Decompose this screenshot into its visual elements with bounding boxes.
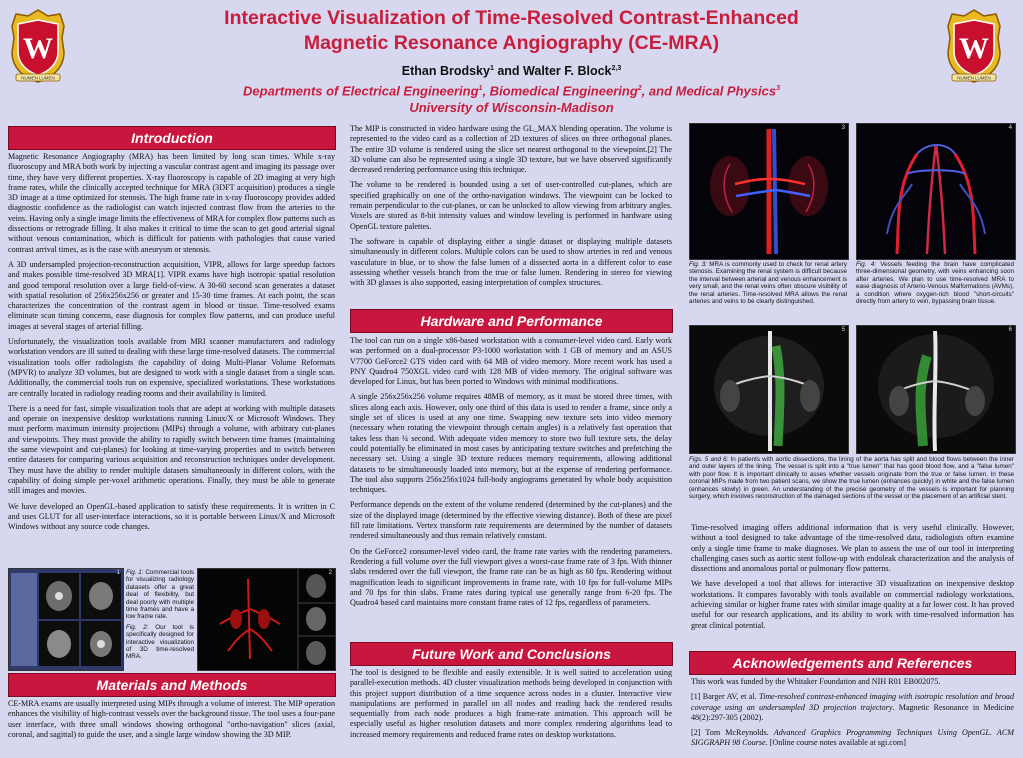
intro-p3: Unfortunately, the visualization tools available from MRI scanner manufacturers and radiology workstation vendors are ill suited to dealing with these large time-resolved datasets. The commercial visualization tools offer radiologists the capability of doing Multi-Planar Volume Reformats (MPVR) to analyze 3D volumes, but are designed to work with a single dataset from a single scan. Additionally, the commercial tools run on expensive, specialized workstations. These workstations are centrally located in radiology reading rooms and their availability is limited. [8,337,335,398]
figure-3-caption [689,261,847,305]
crest-banner-left: NUMEN LUMEN [21,75,55,81]
title-line-2: Magnetic Resonance Angiography (CE-MRA) [303,32,720,54]
hardware-p1: The tool can run on a single x86-based workstation with a consumer-level video card. Early work was performed on a dual-processor P3-1000 workstation with 1 GB of memory and an ASUS V7700 GeForce2 GTS video card with 64 MB of video memory. More recent work has used a PNY Quadro4 750XGL video card with 128 MB of video memory. The original software was developed for Linux, but has been ported to Windows with minimal modifications. [350,336,672,387]
dept-mid: , Biomedical Engineering [482,83,638,99]
dept-sup-2: 2 [637,85,642,92]
author-2-sup: 2,3 [611,64,622,72]
hardware-p2: A single 256x256x256 volume requires 48MB of memory, as it must be stored three times, with slices along each axis. However, only one third of this data is used to render a frame, since only a single set of slices is used at any one time. Swapping new texture sets into video memory (necessary when rotating the viewpoint through certain angles) is a relatively fast operation that takes less than ¼ second. With adequate video memory to store two full texture sets, the delay could potentially be eliminated in most cases by anticipating texture switches and prefetching the necessary set. Using a single 3D texture reduces memory requirements, allowing additional datasets to be simultaneously loaded into memory, but at the expense of rendering performance. The tool also supports 256x256x1024 full-body angiograms generated by whole body acquisition techniques. [350,392,672,495]
university: University of Wisconsin-Madison [409,100,614,116]
fig56-caption: In patients with aortic dissections, the lining of the aorta has split and blood flows between the inner and outer layers of the lining. The vessel is split into a "true lumen" that has good blood flow, and a "false lumen" with poor flow. It is important clinically to asses whether vessels originate from the true or false lumen. In these coronal MIPs made from two patient scans, we show the true lumen (enhances quickly) in white and the false lumen (enhances slowly) in green. An understanding of the precise geometry of the vessels is important for planning surgery, which involves reconstruction of the damaged sections of the vessel or the placement of an artificial stent. [689,456,1015,501]
ref2-title: Advanced Graphics Programming Techniques Using OpenGL. ACM SIGGRAPH 98 Course [691,728,1014,748]
materials-p1: CE-MRA exams are usually interpreted using MIPs through a volume of interest. The MIP operation enhances the visibility of high-contrast vessels over the background tissue. The tool uses a four-pane user interface, with three small windows showing orthogonal "ortho-navigation" slices (axial, coronal, and sagittal) to guide the user, and a single large window showing the 3D MIP. [8,699,335,739]
figure-1-image [8,568,124,671]
dept-end: , and Medical Physics [641,83,777,99]
dept-line: Departments of Electrical Engineering [243,83,479,99]
fig3-label: Fig. 3: [689,261,708,268]
crest-letter-left: W [23,32,53,65]
figure-2-graphic [198,569,335,670]
materials-heading: Materials and Methods [8,673,336,697]
fig2-caption: Our tool is specifically designed for interactive visualization of 3D time-resolved MRA. [126,623,194,661]
uw-crest-left-icon [8,8,68,84]
introduction-heading: Introduction [8,126,336,150]
introduction-body [8,152,335,537]
figure-3-image [689,123,849,260]
title-line-1: Interactive Visualization of Time-Resolved Contrast-Enhanced [224,7,799,29]
figure-5-graphic [690,326,848,453]
right-p1: Time-resolved imaging offers additional information that is very useful clinically. However, without a tool designed to take advantage of the time-resolved data, radiologists often examine only a single time frame to make diagnoses. We plan to assess the use of our tool in interpreting challenging cases such as aortic stent follow-up with endoleak characterization and the analysis of dissections and anomalous portal or pulmonary flow patterns. [691,523,1014,574]
figure-4-caption [856,261,1014,305]
right-p2: We have developed a tool that allows for interactive 3D visualization on inexpensive desktop workstations. It compares favorably with tools available on commercial radiology workstations, achieving similar or higher frame rates with similar image quality at a far lower cost. It has proved useful for our research applications, and its ability to work with time-resolved information has great clinical potential. [691,579,1014,630]
ref2-pre: [2] Tom McReynolds. [691,728,774,738]
future-p1: The tool is designed to be flexible and easily extensible. It is well suited to acceleration using parallel-execution methods. 4D cluster visualization methods being developed in conjunction with this project support distribution of a time sequence across nodes in a cluster. Interactive view manipulations are performed in parallel on all nodes and reading back the rendered results sequentially from each node produces a high frame-rate animation. This approach will be especially useful as higher resolution datasets and more complex rendering algorithms lead to increased memory requirements and reduced frame rates on desktop workstations. [350,668,672,739]
reference-1 [691,692,1014,723]
fig4-caption: Vessels feeding the brain have complicated three-dimensional geometry, with veins enhancing soon after arteries. We plan to use time-resolved MRA to ease diagnosis of Arterio-Venous Malformations (AVMs), a condition where oxygen-rich blood "short-circuits" directly from artery to vein, bypassing brain tissue. [856,261,1015,306]
center-p2: The volume to be rendered is bounded using a set of user-controlled cut-planes, which are specified graphically on one of the ortho-navigation windows. The viewpoint can be locked to remain perpendicular to the cut-planes, or can be unlocked to allow viewing from arbitrary angles. Voxels are stored as 8-bit intensity values and window leveling is performed in hardware using OpenGL texture palettes. [350,180,672,231]
materials-body [8,699,335,745]
figure-6-number: 6 [1008,327,1012,333]
fig56-label: Figs. 5 and 6: [689,456,729,463]
figure-3-number: 3 [841,125,845,131]
hardware-p4: On the GeForce2 consumer-level video card, the frame rate varies with the rendering parameters. Rendering a full volume over the full viewport gives a worst-case frame rate of 3 fps. With thinner slabs rendered over the full viewport, the frame rate can be as high as 60 fps. Rendering without magnification leads to significant improvements in frame rate, with 10 fps for full-volume MIPs and 70 fps for thin slabs. Frame rates during typical use generally range from 6-20 fps. The Quadro4 based card maintains more constant frame rates of 12 fps, regardless of parameters. [350,546,672,608]
fig1-caption: Commercial tools for visualizing radiology datasets offer a great deal of flexibility, but deal poorly with multiple time frames and have a low frame rate. [126,569,195,621]
author-1-sup: 1 [489,64,494,72]
fig3-caption: MRA is commonly used to check for renal artery stenosis. Examining the renal system is difficult because the interval between arterial and venous enhancement is very small, and the renal veins often obscure visibility of the renal arteries. Time-resolved MRA allows the renal arteries and veins to be clearly distinguished. [689,261,848,306]
figure-5-number: 5 [841,327,845,333]
intro-p4: There is a need for fast, simple visualization tools that are adept at working with multiple datasets and operate on inexpensive desktop workstations running Linux/X or Microsoft Windows. They must perform maximum intensity projections (MIPs) through a volume, with arbitrary cut-planes and viewpoints. They must provide the ability to rapidly switch between time frames (maintaining the same viewpoint and cut-planes) for looking at time-varying properties and to switch between entire datasets for comparing various acquisition and reconstruction techniques under development. They must have the ability to render multiple datasets simultaneously in different colors, with the capability of doing simple per-voxel arithmetic operations. Finally, they must be able to generate still images and movies. [8,403,335,496]
figure-4-image [856,123,1016,260]
future-body [350,668,672,745]
dept-sup-1: 1 [478,85,483,92]
authors [120,64,903,78]
ref1-pre: [1] Barger AV, et al. [691,692,760,702]
affiliations [120,80,903,116]
figure-1-2-caption [126,569,194,661]
author-and: and [493,64,524,78]
dept-sup-3: 3 [776,85,780,92]
poster-title [120,6,903,56]
figure-6-graphic [857,326,1015,453]
figure-1-number: 1 [116,570,120,576]
figure-2-image [197,568,336,671]
author-2: Walter F. Block [523,64,612,78]
figure-3-graphic [690,124,848,259]
figure-5-6-caption [689,456,1014,500]
hardware-p3: Performance depends on the extent of the volume rendered (determined by the cut-planes) and the size of the displayed image (determined by the effective viewing distance). Both of these are pixel fill rate limitations. Vertex transform rate requirements are determined by the number of datasets rendered simultaneously and thus remain relatively constant. [350,500,672,541]
author-1: Ethan Brodsky [401,64,490,78]
fig2-label: Fig. 2: [126,623,149,631]
hardware-body [350,336,672,613]
hardware-heading: Hardware and Performance [350,309,673,333]
center-p3: The software is capable of displaying either a single dataset or displaying multiple datasets simultaneously in different colors. Multiple colors can be used to show arteries in red and venous vasculature in blue, or to show the false lumen of a dissected aorta in a different color to ease assessing whether vessels branch from the true or false lumen. Rendering in stereo for viewing with 3D glasses is also supported, easing interpretation of complex structures. [350,236,672,288]
crest-letter-right: W [959,32,989,65]
right-body [691,523,1014,636]
reference-2 [691,728,1014,749]
ref1-post: . Magnetic Resonance in Medicine 48(2):297-305 (2002). [691,702,1014,722]
figure-4-number: 4 [1008,125,1012,131]
future-heading: Future Work and Conclusions [350,642,673,666]
center-p1: The MIP is constructed in video hardware using the GL_MAX blending operation. The volume is represented to the video card as a collection of 2D textures of slices on three orthogonal planes. The entire 3D volume is rendered using the slice set nearest orthogonal to the viewpoint.[2] The 3D volume can also be represented using a single 3D texture, but we have observed significantly decreased rendering performance using this technique. [350,124,672,175]
uw-crest-right-icon [944,8,1004,84]
figure-4-graphic [857,124,1015,259]
crest-banner-right: NUMEN LUMEN [957,75,991,81]
ref1-title: Time-resolved contrast-enhanced imaging with isotropic resolution and broad coverage using an undersampled 3D projection trajectory [691,692,1014,712]
fig4-label: Fig. 4: [856,261,877,268]
intro-p1: Magnetic Resonance Angiography (MRA) has been limited by long scan times. While x-ray fluoroscopy and MRA both work by injecting a vascular contrast agent and imaging its passage over time, they have very different properties. X-ray fluoroscopy is capable of 2D imaging at very high frame rates, while the clinically accepted technique for MRA (3DFT acquisition) produces a single 3D image at a time optimized for stenosis. The high frame rate in x-ray fluoroscopy provides added diagnostic confidence as the radiologist can watch injected contrast flow from the arteries to the veins. Having only a single image limits the effectiveness of MRA for complex flow patterns such as dissections or retrograde filling. It also makes it critical to time the scan to get good arterial signal without venous contamination, which is difficult for patients with pathologies that cause varied contrast arrival times, as is the case with aneurysm or stenosis. [8,152,335,254]
acknowledgements-body [691,677,1014,754]
intro-p2: A 3D undersampled projection-reconstruction acquisition, VIPR, allows for large speedup factors and makes possible time-resolved 3D MRA[1]. VIPR exams have high isotropic spatial resolution and good temporal resolution over a large field-of-view. A 30-60 second scan generates a dataset with spatial resolution of 256x256x256 or greater and 15-30 time frames. At each point, the scan characterizes the concentration of the contrast agent in blood or tissue. Time-resolved exams eliminate scan timing concerns, ease diagnosis for complex flow patterns, and can produce useful images at several stages of arterial filling. [8,259,335,331]
acknowledgements-heading: Acknowledgements and References [689,651,1016,675]
figure-6-image [856,325,1016,454]
center-top-body [350,124,672,293]
figure-1-graphic [9,569,123,670]
figure-5-image [689,325,849,454]
intro-p5: We have developed an OpenGL-based application to satisfy these requirements. It is written in C and uses GLUT for all user-interface interactions, so it is portable between Linux/X and Microsoft Windows without any source code changes. [8,501,335,532]
fig1-label: Fig. 1: [126,569,144,576]
funding-text: This work was funded by the Whitaker Foundation and NIH R01 EB002075. [691,677,941,686]
ref2-post: . [Online course notes available at sgi.com] [765,738,906,748]
figure-2-number: 2 [328,570,332,576]
